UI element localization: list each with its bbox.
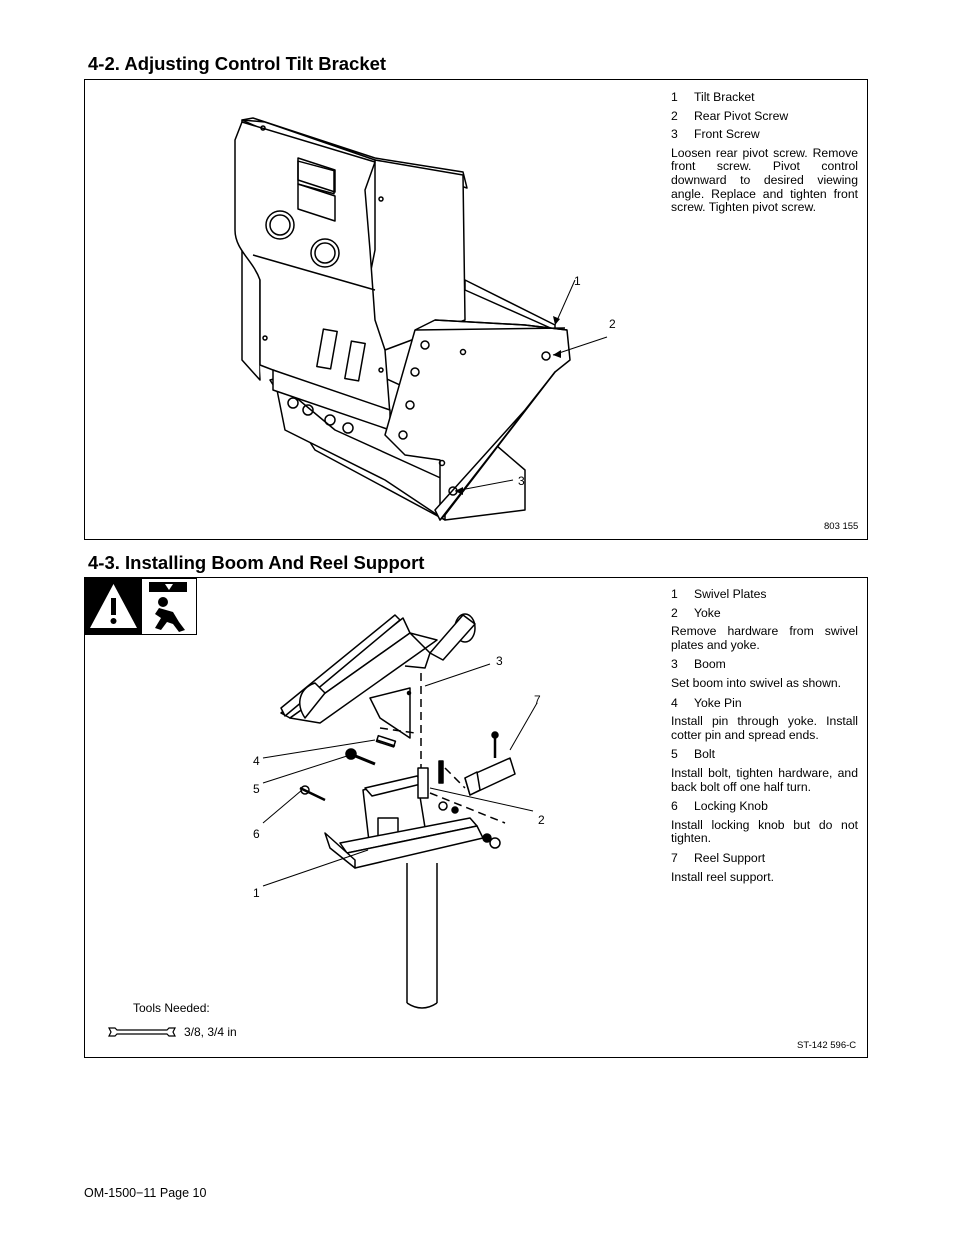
legend-item: 1 Swivel Plates <box>671 587 767 601</box>
instruction-text: Install locking knob but do not tighten. <box>671 817 858 846</box>
legend-item: 7 Reel Support <box>671 850 766 865</box>
callout-leader-4 <box>263 740 375 758</box>
figure-id: ST-142 596-C <box>797 1040 857 1051</box>
figure-id: 803 155 <box>824 521 859 532</box>
legend-item: 3 Boom <box>671 657 726 672</box>
instruction-text: Install bolt, tighten hardware, and back bolt off one half turn. <box>671 765 858 794</box>
callout-number: 1 <box>253 886 260 900</box>
legend-item: 2 Rear Pivot Screw <box>671 108 789 123</box>
instruction-text: Set boom into swivel as shown. <box>671 675 842 690</box>
callout-number: 6 <box>253 827 260 841</box>
boom-reel-legend <box>671 588 858 890</box>
wrench-icon <box>107 1025 177 1039</box>
tilt-bracket-legend <box>671 91 858 221</box>
callout-leader-5 <box>263 756 347 783</box>
callout-leader-7 <box>510 703 537 750</box>
page-footer: OM-1500−11 Page 10 <box>84 1186 207 1200</box>
tilt-bracket-panel <box>84 79 868 540</box>
instruction-text: Install reel support. <box>671 869 774 884</box>
callout-number: 2 <box>609 317 616 331</box>
legend-item: 6 Locking Knob <box>671 799 768 814</box>
callout-leader-6 <box>263 790 302 823</box>
callout-leader-1 <box>263 850 368 886</box>
instruction-text: Remove hardware from swivel plates and yoke. <box>671 624 858 652</box>
tools-needed-label: Tools Needed: <box>133 1001 210 1015</box>
legend-item: 1 Tilt Bracket <box>671 90 755 104</box>
boom-reel-panel <box>84 577 868 1058</box>
section-heading-tilt-bracket: 4-2. Adjusting Control Tilt Bracket <box>88 53 387 74</box>
instruction-text: Install pin through yoke. Install cotter pin and spread ends. <box>671 714 858 742</box>
legend-item: 2 Yoke <box>671 605 721 620</box>
callout-leader-3 <box>425 664 490 686</box>
legend-item: 5 Bolt <box>671 747 716 762</box>
section-heading-boom-reel: 4-3. Installing Boom And Reel Support <box>88 552 425 573</box>
callout-number: 7 <box>534 693 541 707</box>
tool-sizes: 3/8, 3/4 in <box>184 1025 237 1039</box>
callout-number: 3 <box>518 474 525 488</box>
callout-number: 2 <box>538 813 545 827</box>
callout-number: 4 <box>253 754 260 768</box>
legend-item: 4 Yoke Pin <box>671 695 742 710</box>
instruction-text: Loosen rear pivot screw. Remove front screw. Pivot control downward to desired viewing angle. Replace and tighten front screw. Tighten pivot screw. <box>671 145 858 215</box>
callout-number: 5 <box>253 782 260 796</box>
legend-item: 3 Front Screw <box>671 127 760 142</box>
callout-number: 1 <box>574 274 581 288</box>
callout-number: 3 <box>496 654 503 668</box>
